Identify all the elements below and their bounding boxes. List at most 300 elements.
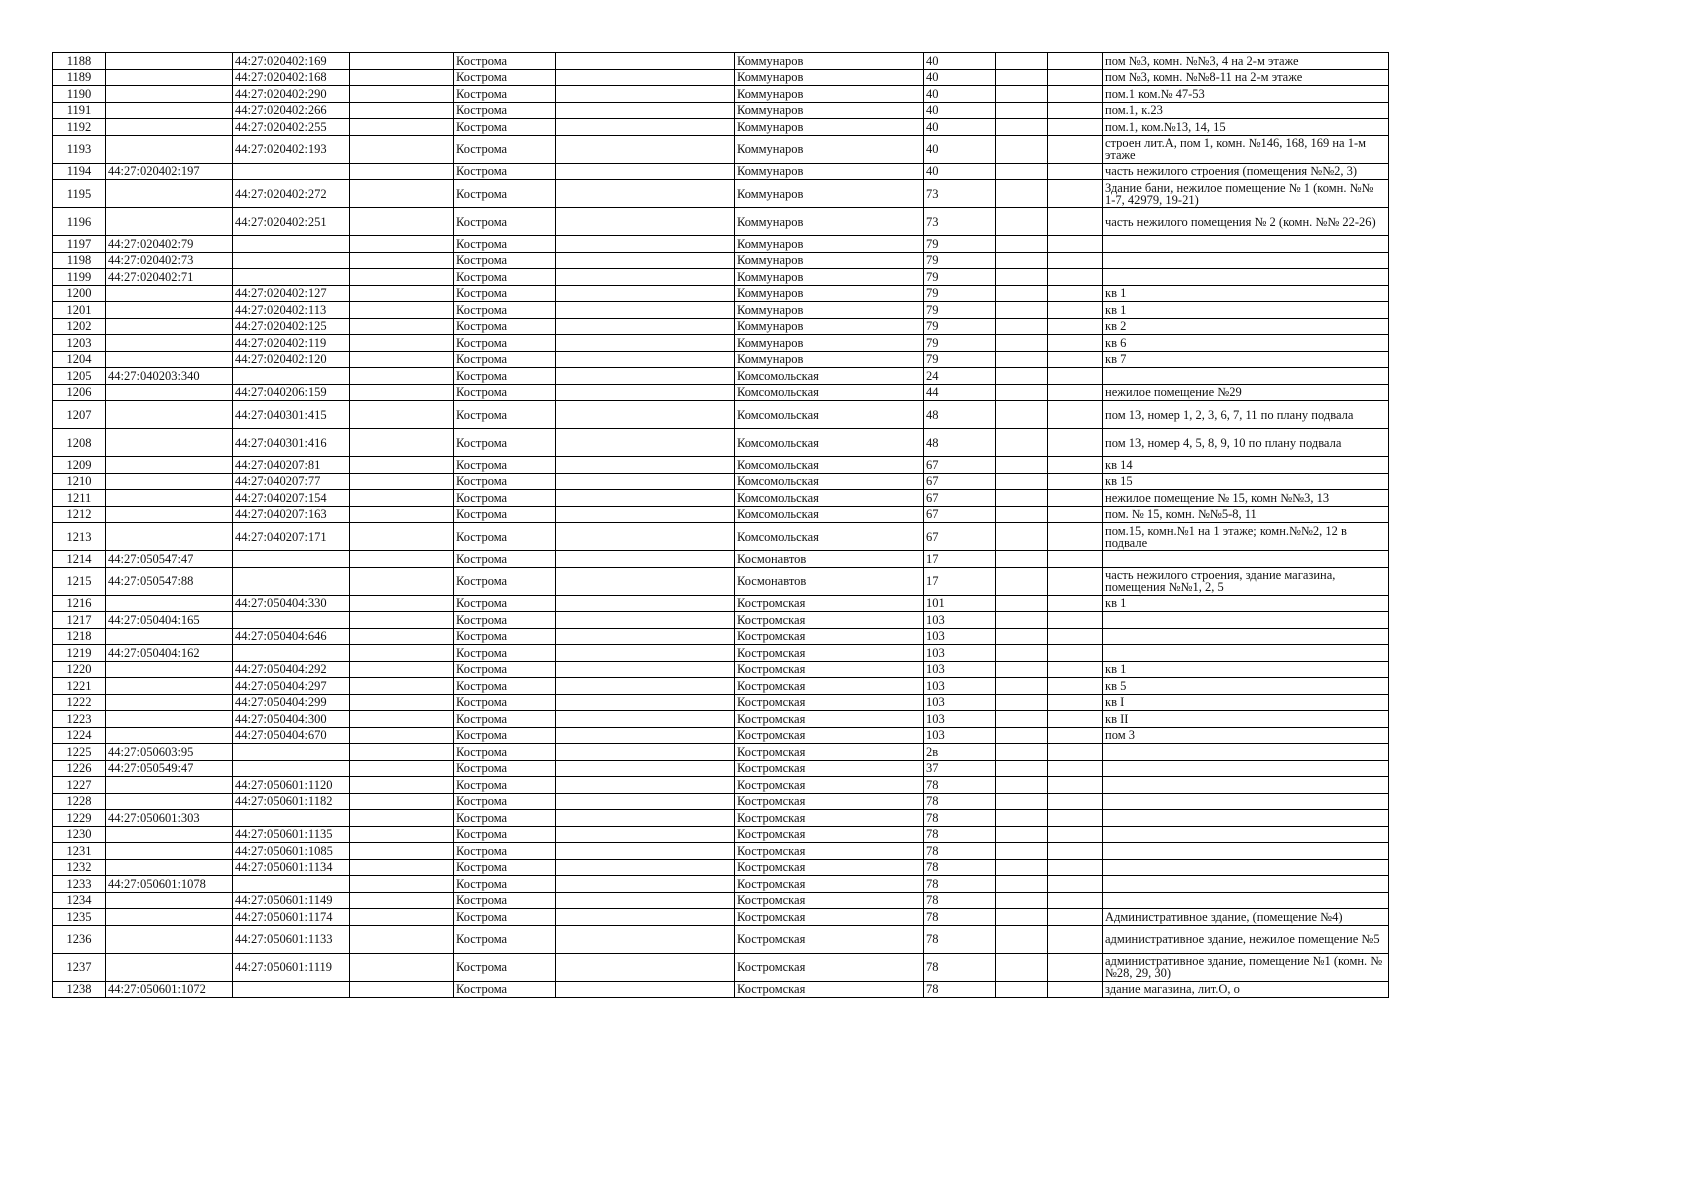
empty-cell [350,892,454,909]
table-row [53,252,1389,269]
house-number-cell: 79 [924,285,996,302]
cadastral-room-number-cell [233,567,350,595]
cadastral-room-number-cell: 44:27:050601:1135 [233,826,350,843]
empty-cell [350,69,454,86]
empty-cell [996,490,1048,507]
premises-description-cell [1103,859,1389,876]
empty-cell [1048,892,1103,909]
row-number-cell: 1205 [53,368,106,385]
city-cell: Кострома [454,302,556,319]
empty-cell [1048,269,1103,286]
row-number-cell: 1234 [53,892,106,909]
cadastral-number-cell: 44:27:050547:47 [106,551,233,568]
row-number-cell: 1215 [53,567,106,595]
city-cell: Кострома [454,269,556,286]
empty-cell [1048,567,1103,595]
empty-cell [350,473,454,490]
empty-cell [556,551,735,568]
empty-cell [350,727,454,744]
empty-cell [996,777,1048,794]
table-row [53,490,1389,507]
empty-cell [556,119,735,136]
city-cell: Кострома [454,208,556,236]
premises-description-cell [1103,236,1389,253]
table-row [53,711,1389,728]
city-cell: Кострома [454,163,556,180]
cadastral-number-cell [106,473,233,490]
cadastral-number-cell: 44:27:050601:303 [106,810,233,827]
empty-cell [996,285,1048,302]
empty-cell [996,119,1048,136]
empty-cell [350,384,454,401]
table-row [53,335,1389,352]
row-number-cell: 1226 [53,760,106,777]
house-number-cell: 37 [924,760,996,777]
street-cell: Комсомольская [735,506,924,523]
empty-cell [350,645,454,662]
premises-description-cell: кв 1 [1103,302,1389,319]
street-cell: Костромская [735,876,924,893]
empty-cell [556,793,735,810]
empty-cell [1048,119,1103,136]
city-cell: Кострома [454,760,556,777]
empty-cell [350,236,454,253]
row-number-cell: 1206 [53,384,106,401]
empty-cell [556,351,735,368]
row-number-cell: 1195 [53,180,106,208]
city-cell: Кострома [454,661,556,678]
empty-cell [350,490,454,507]
house-number-cell: 79 [924,236,996,253]
street-cell: Коммунаров [735,208,924,236]
table-row [53,429,1389,457]
empty-cell [556,981,735,998]
empty-cell [1048,744,1103,761]
empty-cell [556,843,735,860]
row-number-cell: 1222 [53,694,106,711]
cadastral-number-cell: 44:27:050404:165 [106,612,233,629]
premises-description-cell: нежилое помещение № 15, комн №№3, 13 [1103,490,1389,507]
row-number-cell: 1220 [53,661,106,678]
city-cell: Кострома [454,744,556,761]
row-number-cell: 1216 [53,595,106,612]
cadastral-number-cell: 44:27:050603:95 [106,744,233,761]
house-number-cell: 48 [924,401,996,429]
table-row [53,876,1389,893]
empty-cell [996,760,1048,777]
house-number-cell: 40 [924,119,996,136]
empty-cell [556,777,735,794]
cadastral-number-cell [106,457,233,474]
cadastral-room-number-cell [233,252,350,269]
premises-description-cell: пом 13, номер 1, 2, 3, 6, 7, 11 по плану подвала [1103,401,1389,429]
cadastral-number-cell [106,86,233,103]
premises-description-cell [1103,760,1389,777]
empty-cell [996,925,1048,953]
premises-description-cell [1103,777,1389,794]
table-row [53,208,1389,236]
city-cell: Кострома [454,859,556,876]
empty-cell [1048,826,1103,843]
street-cell: Костромская [735,981,924,998]
house-number-cell: 40 [924,102,996,119]
street-cell: Коммунаров [735,335,924,352]
city-cell: Кострома [454,694,556,711]
empty-cell [350,909,454,926]
empty-cell [1048,859,1103,876]
empty-cell [1048,302,1103,319]
house-number-cell: 78 [924,859,996,876]
street-cell: Костромская [735,678,924,695]
premises-description-cell [1103,793,1389,810]
premises-description-cell [1103,843,1389,860]
table-row [53,612,1389,629]
cadastral-number-cell: 44:27:050601:1078 [106,876,233,893]
row-number-cell: 1204 [53,351,106,368]
table-row [53,86,1389,103]
city-cell: Кострома [454,793,556,810]
empty-cell [1048,135,1103,163]
empty-cell [1048,793,1103,810]
empty-cell [1048,876,1103,893]
cadastral-number-cell [106,727,233,744]
city-cell: Кострома [454,180,556,208]
empty-cell [556,318,735,335]
city-cell: Кострома [454,711,556,728]
table-row [53,892,1389,909]
premises-description-cell: кв 1 [1103,285,1389,302]
house-number-cell: 103 [924,628,996,645]
street-cell: Костромская [735,793,924,810]
empty-cell [350,401,454,429]
city-cell: Кострома [454,876,556,893]
empty-cell [1048,694,1103,711]
empty-cell [996,595,1048,612]
street-cell: Коммунаров [735,269,924,286]
row-number-cell: 1199 [53,269,106,286]
street-cell: Коммунаров [735,252,924,269]
city-cell: Кострома [454,457,556,474]
street-cell: Коммунаров [735,318,924,335]
table-row [53,318,1389,335]
street-cell: Костромская [735,777,924,794]
cadastral-room-number-cell: 44:27:020402:119 [233,335,350,352]
empty-cell [1048,401,1103,429]
empty-cell [996,401,1048,429]
cadastral-number-cell [106,506,233,523]
city-cell: Кострома [454,318,556,335]
table-row [53,645,1389,662]
street-cell: Костромская [735,826,924,843]
street-cell: Костромская [735,953,924,981]
cadastral-number-cell [106,318,233,335]
house-number-cell: 17 [924,567,996,595]
empty-cell [1048,102,1103,119]
cadastral-room-number-cell: 44:27:050601:1174 [233,909,350,926]
empty-cell [1048,368,1103,385]
empty-cell [350,368,454,385]
table-row [53,401,1389,429]
row-number-cell: 1196 [53,208,106,236]
city-cell: Кострома [454,351,556,368]
street-cell: Костромская [735,628,924,645]
row-number-cell: 1225 [53,744,106,761]
house-number-cell: 40 [924,163,996,180]
cadastral-room-number-cell: 44:27:050601:1134 [233,859,350,876]
empty-cell [996,318,1048,335]
premises-description-cell: кв 14 [1103,457,1389,474]
row-number-cell: 1207 [53,401,106,429]
cadastral-room-number-cell [233,645,350,662]
empty-cell [350,163,454,180]
cadastral-room-number-cell: 44:27:040207:81 [233,457,350,474]
house-number-cell: 78 [924,793,996,810]
house-number-cell: 73 [924,180,996,208]
cadastral-number-cell [106,859,233,876]
row-number-cell: 1197 [53,236,106,253]
premises-description-cell: пом 3 [1103,727,1389,744]
empty-cell [996,793,1048,810]
street-cell: Костромская [735,711,924,728]
cadastral-room-number-cell: 44:27:020402:255 [233,119,350,136]
empty-cell [1048,335,1103,352]
empty-cell [556,925,735,953]
empty-cell [556,269,735,286]
house-number-cell: 78 [924,843,996,860]
empty-cell [350,876,454,893]
empty-cell [1048,953,1103,981]
empty-cell [1048,925,1103,953]
street-cell: Комсомольская [735,457,924,474]
empty-cell [556,727,735,744]
premises-description-cell: пом.1, к.23 [1103,102,1389,119]
cadastral-number-cell [106,384,233,401]
table-row [53,180,1389,208]
row-number-cell: 1202 [53,318,106,335]
empty-cell [996,981,1048,998]
empty-cell [996,567,1048,595]
empty-cell [350,318,454,335]
empty-cell [556,744,735,761]
house-number-cell: 40 [924,69,996,86]
city-cell: Кострома [454,551,556,568]
empty-cell [1048,595,1103,612]
cadastral-number-cell [106,102,233,119]
row-number-cell: 1238 [53,981,106,998]
cadastral-room-number-cell: 44:27:050601:1119 [233,953,350,981]
cadastral-room-number-cell: 44:27:020402:272 [233,180,350,208]
empty-cell [996,628,1048,645]
house-number-cell: 40 [924,135,996,163]
row-number-cell: 1235 [53,909,106,926]
empty-cell [556,236,735,253]
row-number-cell: 1237 [53,953,106,981]
city-cell: Кострома [454,810,556,827]
empty-cell [1048,506,1103,523]
city-cell: Кострома [454,727,556,744]
empty-cell [996,102,1048,119]
empty-cell [996,744,1048,761]
table-row [53,119,1389,136]
empty-cell [350,429,454,457]
premises-description-cell: кв II [1103,711,1389,728]
empty-cell [1048,351,1103,368]
house-number-cell: 103 [924,678,996,695]
cadastral-room-number-cell: 44:27:050601:1182 [233,793,350,810]
table-row [53,909,1389,926]
cadastral-number-cell [106,401,233,429]
table-row [53,678,1389,695]
table-row [53,567,1389,595]
row-number-cell: 1233 [53,876,106,893]
cadastral-number-cell [106,490,233,507]
empty-cell [350,925,454,953]
empty-cell [1048,457,1103,474]
city-cell: Кострома [454,119,556,136]
empty-cell [996,523,1048,551]
cadastral-room-number-cell: 44:27:050404:300 [233,711,350,728]
row-number-cell: 1194 [53,163,106,180]
empty-cell [556,335,735,352]
street-cell: Комсомольская [735,490,924,507]
cadastral-room-number-cell: 44:27:050404:646 [233,628,350,645]
empty-cell [350,711,454,728]
cadastral-room-number-cell [233,981,350,998]
house-number-cell: 78 [924,953,996,981]
premises-description-cell [1103,551,1389,568]
cadastral-number-cell [106,826,233,843]
city-cell: Кострома [454,102,556,119]
empty-cell [350,661,454,678]
empty-cell [996,612,1048,629]
premises-description-cell [1103,810,1389,827]
empty-cell [1048,208,1103,236]
street-cell: Костромская [735,744,924,761]
table-row [53,135,1389,163]
premises-description-cell: Здание бани, нежилое помещение № 1 (комн. №№ 1-7, 42979, 19-21) [1103,180,1389,208]
row-number-cell: 1201 [53,302,106,319]
premises-description-cell [1103,892,1389,909]
empty-cell [350,744,454,761]
table-row [53,981,1389,998]
table-row [53,384,1389,401]
empty-cell [996,694,1048,711]
empty-cell [350,523,454,551]
row-number-cell: 1227 [53,777,106,794]
cadastral-number-cell: 44:27:020402:71 [106,269,233,286]
city-cell: Кострома [454,567,556,595]
street-cell: Коммунаров [735,163,924,180]
premises-description-cell: пом.1 ком.№ 47-53 [1103,86,1389,103]
empty-cell [556,678,735,695]
city-cell: Кострома [454,628,556,645]
street-cell: Костромская [735,595,924,612]
row-number-cell: 1232 [53,859,106,876]
cadastral-number-cell [106,628,233,645]
empty-cell [350,269,454,286]
row-number-cell: 1188 [53,53,106,70]
house-number-cell: 79 [924,351,996,368]
empty-cell [556,826,735,843]
empty-cell [350,506,454,523]
premises-description-cell: пом.15, комн.№1 на 1 этаже; комн.№№2, 12 в подвале [1103,523,1389,551]
cadastral-number-cell [106,429,233,457]
city-cell: Кострома [454,429,556,457]
premises-description-cell: часть нежилого строения, здание магазина, помещения №№1, 2, 5 [1103,567,1389,595]
empty-cell [1048,69,1103,86]
empty-cell [1048,810,1103,827]
table-row [53,628,1389,645]
street-cell: Комсомольская [735,429,924,457]
street-cell: Костромская [735,909,924,926]
empty-cell [556,876,735,893]
empty-cell [996,826,1048,843]
empty-cell [996,892,1048,909]
house-number-cell: 40 [924,53,996,70]
table-row [53,744,1389,761]
cadastral-room-number-cell: 44:27:050404:292 [233,661,350,678]
empty-cell [556,368,735,385]
empty-cell [350,180,454,208]
empty-cell [556,102,735,119]
street-cell: Космонавтов [735,567,924,595]
empty-cell [996,859,1048,876]
row-number-cell: 1190 [53,86,106,103]
row-number-cell: 1193 [53,135,106,163]
cadastral-room-number-cell: 44:27:050404:670 [233,727,350,744]
empty-cell [996,953,1048,981]
empty-cell [1048,180,1103,208]
table-body [53,53,1389,998]
house-number-cell: 103 [924,694,996,711]
city-cell: Кострома [454,892,556,909]
cadastral-number-cell: 44:27:020402:79 [106,236,233,253]
row-number-cell: 1217 [53,612,106,629]
empty-cell [996,335,1048,352]
empty-cell [350,102,454,119]
table-row [53,826,1389,843]
city-cell: Кострома [454,981,556,998]
cadastral-number-cell: 44:27:020402:197 [106,163,233,180]
empty-cell [556,892,735,909]
street-cell: Комсомольская [735,384,924,401]
row-number-cell: 1200 [53,285,106,302]
house-number-cell: 17 [924,551,996,568]
house-number-cell: 79 [924,318,996,335]
empty-cell [556,595,735,612]
cadastral-number-cell: 44:27:040203:340 [106,368,233,385]
street-cell: Комсомольская [735,523,924,551]
table-row [53,925,1389,953]
house-number-cell: 67 [924,490,996,507]
premises-description-cell [1103,628,1389,645]
empty-cell [996,135,1048,163]
city-cell: Кострома [454,506,556,523]
premises-description-cell: административное здание, нежилое помещение №5 [1103,925,1389,953]
house-number-cell: 2в [924,744,996,761]
cadastral-number-cell [106,119,233,136]
cadastral-room-number-cell: 44:27:020402:290 [233,86,350,103]
empty-cell [1048,727,1103,744]
street-cell: Костромская [735,694,924,711]
empty-cell [996,909,1048,926]
table-row [53,859,1389,876]
empty-cell [1048,523,1103,551]
street-cell: Космонавтов [735,551,924,568]
cadastral-number-cell [106,180,233,208]
city-cell: Кострома [454,86,556,103]
empty-cell [1048,645,1103,662]
